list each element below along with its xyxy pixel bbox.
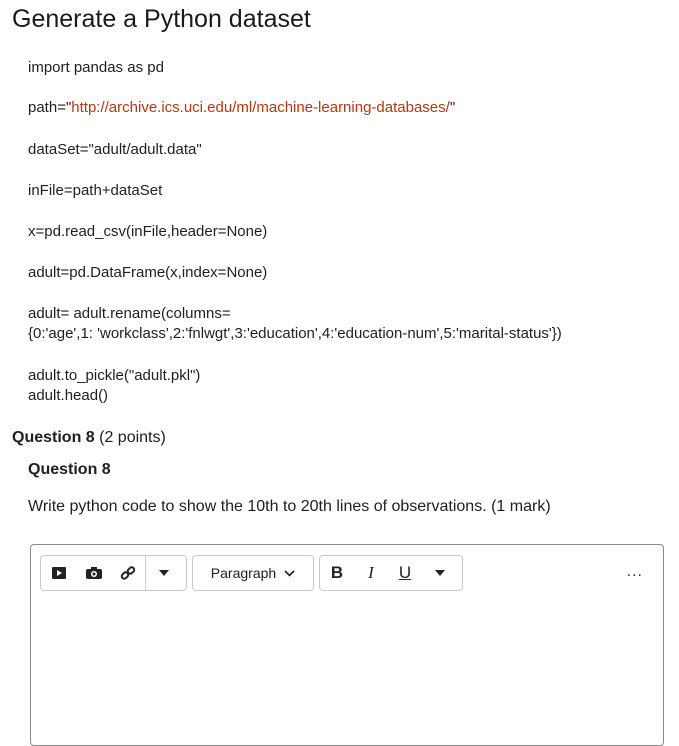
more-options-button[interactable]: ...	[626, 563, 643, 580]
chevron-down-icon[interactable]	[146, 556, 182, 590]
question-points: (2 points)	[94, 429, 166, 446]
question-text: Write python code to show the 10th to 20th lines of observations. (1 mark)	[28, 498, 551, 515]
format-toolbar-group	[319, 555, 463, 591]
code-line-2	[28, 99, 455, 116]
code-line-5: x=pd.read_csv(inFile,header=None)	[28, 223, 268, 240]
code-line-3: dataSet="adult/adult.data"	[28, 141, 202, 158]
paragraph-style-label: Paragraph	[210, 565, 277, 581]
video-icon[interactable]	[41, 556, 77, 590]
code-line-9: adult.to_pickle("adult.pkl")	[28, 367, 201, 384]
question-heading	[12, 429, 166, 447]
paragraph-style-select[interactable]	[192, 555, 314, 591]
underline-button[interactable]: U	[398, 563, 412, 582]
chevron-down-icon[interactable]	[422, 556, 458, 590]
rich-text-editor[interactable]	[30, 544, 664, 746]
code-line-2-prefix: path="	[28, 99, 72, 116]
page-title: Generate a Python dataset	[12, 5, 311, 33]
code-line-1: import pandas as pd	[28, 59, 164, 76]
code-line-2-suffix: "	[449, 99, 456, 116]
code-line-6: adult=pd.DataFrame(x,index=None)	[28, 264, 268, 281]
code-line-8: {0:'age',1: 'workclass',2:'fnlwgt',3:'education',4:'education-num',5:'marital-status'})	[28, 325, 562, 342]
insert-toolbar-group	[40, 555, 187, 591]
code-line-7: adult= adult.rename(columns=	[28, 305, 231, 322]
camera-icon[interactable]	[77, 556, 111, 590]
question-subheading: Question 8	[28, 461, 111, 478]
italic-button[interactable]: I	[368, 563, 374, 582]
chevron-down-icon	[284, 570, 295, 577]
code-line-10: adult.head()	[28, 387, 109, 404]
bold-button[interactable]: B	[330, 563, 344, 582]
dataset-url: http://archive.ics.uci.edu/ml/machine-learning-databases/	[71, 99, 450, 116]
editor-text-area[interactable]	[31, 599, 663, 745]
question-number: Question 8	[12, 429, 95, 446]
link-icon[interactable]	[111, 556, 145, 590]
code-line-4: inFile=path+dataSet	[28, 182, 163, 199]
